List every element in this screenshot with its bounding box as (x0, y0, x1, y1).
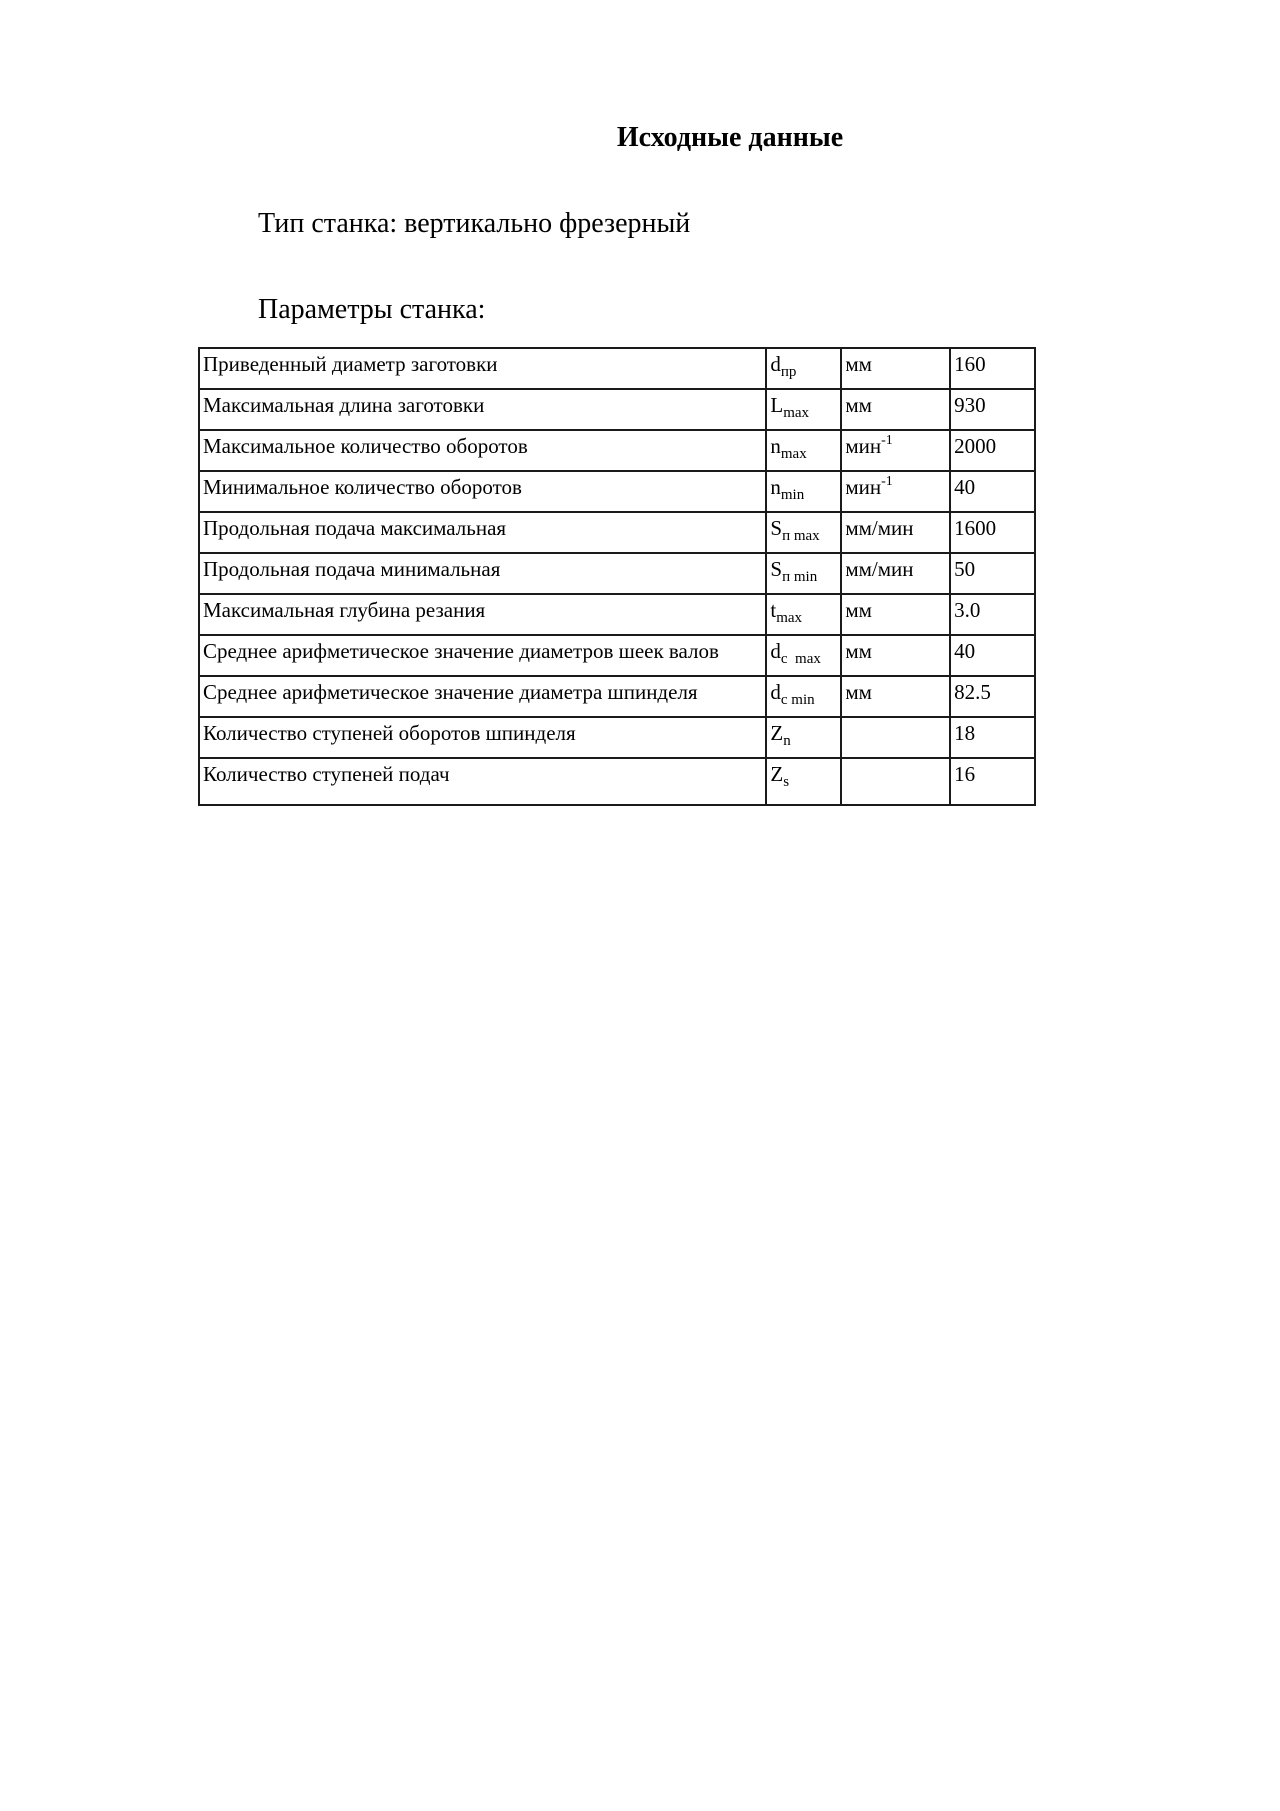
param-symbol-subscript: c min (780, 692, 815, 708)
table-row (199, 676, 1035, 717)
param-symbol-cell (766, 430, 841, 471)
param-symbol: Z (770, 721, 784, 745)
param-unit-cell (841, 717, 950, 758)
param-name-cell: Максимальная глубина резания (199, 594, 766, 635)
param-symbol-cell (766, 471, 841, 512)
param-symbol-subscript: п min (782, 569, 818, 585)
param-name-cell: Максимальное количество оборотов (199, 430, 766, 471)
param-name-cell: Среднее арифметическое значение диаметров шеек валов (199, 635, 766, 676)
params-table-body (199, 348, 1035, 805)
param-unit-cell (841, 594, 950, 635)
param-symbol-cell (766, 635, 841, 676)
param-name-cell: Максимальная длина заготовки (199, 389, 766, 430)
page-title: Исходные данные (616, 122, 844, 153)
param-name-cell: Минимальное количество оборотов (199, 471, 766, 512)
param-value-cell: 40 (950, 471, 1035, 512)
param-unit-cell (841, 553, 950, 594)
param-unit: мин (845, 434, 882, 458)
table-row (199, 758, 1035, 805)
param-value-cell: 18 (950, 717, 1035, 758)
table-row (199, 512, 1035, 553)
param-symbol-subscript: max (783, 405, 810, 421)
param-symbol-cell (766, 676, 841, 717)
table-row (199, 348, 1035, 389)
param-name-cell: Среднее арифметическое значение диаметра шпинделя (199, 676, 766, 717)
param-unit-cell (841, 512, 950, 553)
param-symbol: L (770, 393, 784, 417)
table-row (199, 594, 1035, 635)
param-unit-cell (841, 348, 950, 389)
param-unit-cell (841, 430, 950, 471)
param-unit: мм (845, 680, 872, 704)
param-symbol: d (770, 352, 781, 376)
param-value-cell: 3.0 (950, 594, 1035, 635)
table-row (199, 471, 1035, 512)
param-unit: мм (845, 598, 872, 622)
param-symbol-subscript: s (783, 774, 790, 790)
table-row (199, 389, 1035, 430)
param-value-cell: 40 (950, 635, 1035, 676)
param-name-cell: Продольная подача минимальная (199, 553, 766, 594)
param-symbol: n (770, 434, 781, 458)
param-name-cell: Приведенный диаметр заготовки (199, 348, 766, 389)
param-unit-superscript: -1 (881, 474, 893, 489)
param-symbol-subscript: max (780, 446, 807, 462)
param-symbol-cell (766, 594, 841, 635)
param-value-cell: 930 (950, 389, 1035, 430)
param-symbol: d (770, 680, 781, 704)
machine-type-text: Тип станка: вертикально фрезерный (258, 208, 691, 239)
param-name-cell: Количество ступеней оборотов шпинделя (199, 717, 766, 758)
param-symbol-subscript: n (783, 733, 791, 749)
param-unit-cell (841, 676, 950, 717)
param-symbol-subscript: c max (780, 651, 821, 667)
param-unit-cell (841, 389, 950, 430)
param-unit: мм/мин (845, 557, 914, 581)
param-value-cell: 50 (950, 553, 1035, 594)
param-unit-cell (841, 635, 950, 676)
param-unit: мм (845, 393, 872, 417)
param-symbol-cell (766, 758, 841, 805)
param-symbol-subscript: min (780, 487, 805, 503)
table-row (199, 430, 1035, 471)
param-unit: мин (845, 475, 882, 499)
param-symbol: d (770, 639, 781, 663)
param-unit-cell (841, 758, 950, 805)
param-symbol: S (770, 557, 783, 581)
machine-params-table (198, 347, 1036, 806)
param-symbol-subscript: п max (782, 528, 820, 544)
param-symbol-subscript: max (776, 610, 803, 626)
param-symbol: S (770, 516, 783, 540)
param-unit-superscript: -1 (881, 433, 893, 448)
param-value-cell: 1600 (950, 512, 1035, 553)
param-symbol-subscript: пр (780, 364, 797, 380)
param-value-cell: 82.5 (950, 676, 1035, 717)
params-heading: Параметры станка: (258, 294, 486, 325)
param-symbol-cell (766, 389, 841, 430)
param-value-cell: 16 (950, 758, 1035, 805)
param-symbol: t (770, 598, 777, 622)
param-symbol-cell (766, 512, 841, 553)
param-value-cell: 2000 (950, 430, 1035, 471)
table-row (199, 635, 1035, 676)
param-unit-cell (841, 471, 950, 512)
table-row (199, 717, 1035, 758)
param-symbol: n (770, 475, 781, 499)
param-symbol-cell (766, 717, 841, 758)
param-unit: мм (845, 352, 872, 376)
param-unit: мм (845, 639, 872, 663)
param-value-cell: 160 (950, 348, 1035, 389)
param-symbol: Z (770, 762, 784, 786)
param-unit: мм/мин (845, 516, 914, 540)
param-name-cell: Продольная подача максимальная (199, 512, 766, 553)
param-symbol-cell (766, 553, 841, 594)
param-name-cell: Количество ступеней подач (199, 758, 766, 805)
table-row (199, 553, 1035, 594)
param-symbol-cell (766, 348, 841, 389)
